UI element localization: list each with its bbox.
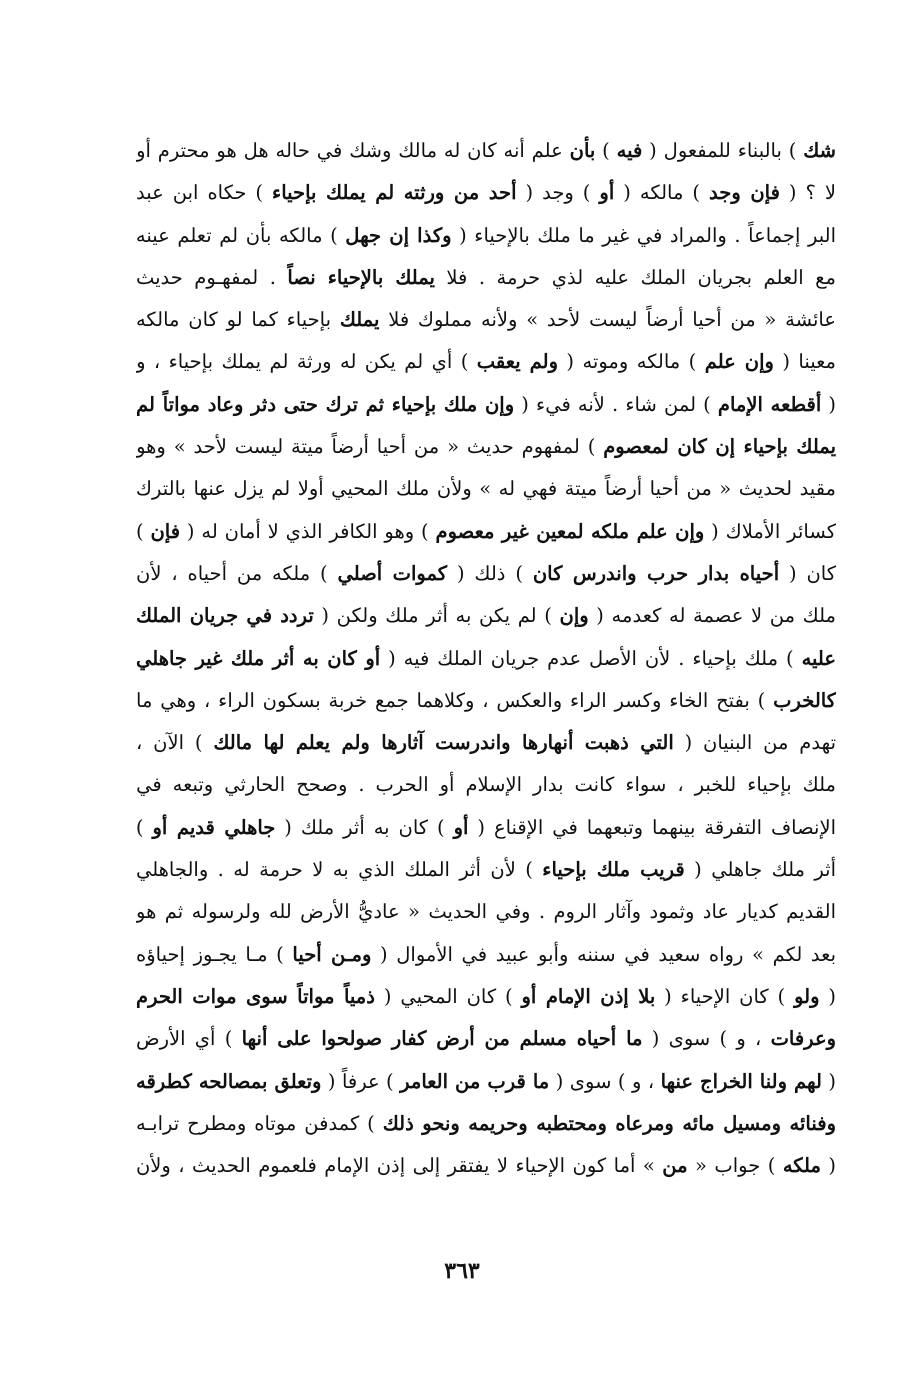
matn-text: أو xyxy=(599,181,615,205)
matn-text: أحياه بدار حرب واندرس كان xyxy=(532,561,780,585)
commentary-text: ) مالكه ( xyxy=(614,181,710,205)
commentary-text: الإنصاف التفرقة بينهما وتبعهما في الإقناع ( xyxy=(468,815,836,839)
commentary-text: البر إجماعاً . والمراد في غير ما ملك بالإحياء ( xyxy=(451,223,836,247)
commentary-text: مع العلم بجريان الملك عليه لذي حرمة . فلا xyxy=(434,265,836,289)
commentary-text: أثر ملك جاهلي ( xyxy=(684,858,836,882)
text-line xyxy=(136,595,836,637)
matn-text: وإن ملك بإحياء ثم ترك حتى دثر وعاد مواتاً لم xyxy=(136,392,515,416)
commentary-text: عائشة « من أحيا أرضاً ليست لأحد » ولأنه مملوك فلا xyxy=(379,308,836,332)
commentary-text: ) xyxy=(136,815,153,839)
text-line xyxy=(136,1018,836,1060)
text-line xyxy=(136,553,836,595)
commentary-text: ) جواب « xyxy=(687,1154,783,1178)
matn-text: يملك بالإحياء نصاً xyxy=(287,265,435,289)
matn-text: تردد في جريان الملك xyxy=(136,604,314,628)
commentary-text: ) لمن شاء . لأنه فيء ( xyxy=(514,392,718,416)
text-line xyxy=(136,384,836,426)
commentary-text: ) ذلك ( xyxy=(447,561,533,585)
matn-text: ما أحياه مسلم من أرض كفار صولحوا على أنها xyxy=(241,1027,643,1051)
commentary-text: ) مالكه وموته ( xyxy=(557,350,705,374)
commentary-text: ) بالبناء للمفعول ( xyxy=(642,139,804,162)
commentary-text: ) عرفاً ( xyxy=(321,1069,401,1093)
text-line xyxy=(136,722,836,764)
text-line xyxy=(136,511,836,553)
commentary-text: ) ملك بإحياء . لأن الأصل عدم جريان الملك فيه ( xyxy=(380,646,802,670)
commentary-text: ) xyxy=(136,519,151,543)
commentary-text: ملك بإحياء للخبر ، سواء كانت بدار الإسلام أو الحرب . وصحح الحارثي وتبعه في xyxy=(136,773,836,797)
commentary-text: ، و ) سوى ( xyxy=(642,1027,771,1051)
text-line xyxy=(136,849,836,891)
commentary-text: ) وجد ( xyxy=(516,181,600,205)
commentary-text: ) لأن أثر الملك الذي به لا حرمة له . والجاهلي xyxy=(136,858,543,882)
matn-text: كموات أصلي xyxy=(337,561,448,585)
matn-text: كالخرب xyxy=(773,688,836,712)
text-line xyxy=(136,257,836,299)
commentary-text: معينا ( xyxy=(773,350,836,374)
commentary-text: ) أي لم يكن له ورثة لم يملك بإحياء ، و xyxy=(136,350,477,374)
matn-text: أحد من ورثته لم يملك بإحياء xyxy=(272,181,517,205)
text-line xyxy=(136,172,836,214)
matn-text: شك xyxy=(803,139,836,162)
text-line xyxy=(136,299,836,341)
commentary-text: ملك من لا عصمة له كعدمه ( xyxy=(588,604,836,628)
commentary-text: ) حكاه ابن عبد xyxy=(136,181,273,205)
matn-text: أو xyxy=(453,815,469,839)
matn-text: جاهلي قديم أو xyxy=(152,815,276,839)
text-line xyxy=(136,1103,836,1145)
text-line xyxy=(136,934,836,976)
text-line xyxy=(136,680,836,722)
commentary-text: بعد لكم » رواه سعيد في سننه وأبو عبيد في الأموال ( xyxy=(371,942,836,966)
text-line xyxy=(136,891,836,933)
matn-text: وفنائه ومسيل مائه ومرعاه ومحتطبه وحريمه ونحو ذلك xyxy=(382,1111,836,1135)
matn-text: فإن xyxy=(150,519,181,543)
matn-text: ملكه xyxy=(782,1154,821,1178)
text-line xyxy=(136,341,836,383)
commentary-text: مقيد لحديث « من أحيا أرضاً ميتة فهي له » ولأن ملك المحيي أولا لم يزل عنها بالترك xyxy=(136,477,836,501)
matn-text: وإن علم ملكه لمعين غير معصوم xyxy=(435,519,705,543)
matn-text: ولو xyxy=(794,984,820,1008)
commentary-text: ) أي الأرض xyxy=(136,1027,242,1051)
matn-text: بأن xyxy=(569,139,596,162)
commentary-text: ( xyxy=(821,392,836,416)
page-number: ٣٦٣ xyxy=(444,1258,480,1284)
matn-text: وكذا إن جهل xyxy=(345,223,452,247)
text-line xyxy=(136,976,836,1018)
matn-text: ومـن أحيا xyxy=(292,942,372,966)
commentary-text: ) مالكه بأن لم تعلم عينه xyxy=(136,223,346,247)
matn-text: يملك بإحياء إن كان لمعصوم xyxy=(603,435,836,459)
commentary-text: القديم كديار عاد وثمود وآثار الروم . وفي الحديث « عاديُّ الأرض لله ولرسوله ثم هو xyxy=(136,900,836,924)
matn-text: يملك xyxy=(339,308,380,332)
text-line xyxy=(136,1061,836,1103)
commentary-text: ) لمفهوم حديث « من أحيا أرضاً ميتة ليست لأحد » وهو xyxy=(136,435,604,459)
commentary-text: ) كمدفن موتاه ومطرح ترابـه xyxy=(136,1111,383,1135)
text-line xyxy=(136,807,836,849)
commentary-text: . لمفهـوم حديث xyxy=(136,265,288,289)
matn-text: فإن وجد xyxy=(709,181,780,205)
commentary-text: ) وهو الكافر الذي لا أمان له ( xyxy=(180,519,436,543)
commentary-text: ) بفتح الخاء وكسر الراء والعكس ، وكلاهما جمع خربة بسكون الراء ، وهي ما xyxy=(136,688,774,712)
commentary-text: ) مـا يجـوز إحياؤه xyxy=(136,942,293,966)
text-line xyxy=(136,638,836,680)
text-line xyxy=(136,130,836,172)
text-line xyxy=(136,764,836,806)
matn-text: ولم يعقب xyxy=(476,350,558,374)
matn-text: ما قرب من العامر xyxy=(400,1069,550,1093)
matn-text: وعرفات xyxy=(770,1027,836,1051)
commentary-text: ) ملكه من أحياه ، لأن xyxy=(136,561,338,585)
text-line xyxy=(136,215,836,257)
matn-text: التي ذهبت أنهارها واندرست آثارها ولم يعلم لها مالك xyxy=(213,731,674,755)
matn-text: وتعلق بمصالحه كطرقه xyxy=(136,1069,322,1093)
commentary-text: ( xyxy=(821,1069,836,1093)
commentary-text: ) كان المحيي ( xyxy=(374,984,522,1008)
matn-text: لهم ولنا الخراج عنها xyxy=(660,1069,822,1093)
commentary-text: ( xyxy=(820,1154,836,1178)
matn-text: فيه xyxy=(616,139,643,162)
matn-text: وإن علم xyxy=(704,350,774,374)
commentary-text: بإحياء كما لو كان مالكه xyxy=(136,308,340,332)
matn-text: أو كان به أثر ملك غير جاهلي xyxy=(136,646,381,670)
commentary-text: ) لم يكن به أثر ملك ولكن ( xyxy=(313,604,560,628)
commentary-text: كسائر الأملاك ( xyxy=(704,519,836,543)
text-line xyxy=(136,468,836,510)
matn-text: بلا إذن الإمام أو xyxy=(521,984,656,1008)
commentary-text: ، و ) سوى ( xyxy=(549,1069,661,1093)
body-text xyxy=(136,130,836,1187)
commentary-text: ) كان به أثر ملك ( xyxy=(275,815,454,839)
matn-text: وإن xyxy=(559,604,589,628)
commentary-text: ) xyxy=(595,139,617,162)
matn-text: أقطعه الإمام xyxy=(717,392,822,416)
commentary-text: ) كان الإحياء ( xyxy=(655,984,795,1008)
commentary-text: كان ( xyxy=(779,561,836,585)
commentary-text: » أما كون الإحياء لا يفتقر إلى إذن الإمام فلعموم الحديث ، ولأن xyxy=(136,1154,663,1178)
matn-text: قريب ملك بإحياء xyxy=(542,858,685,882)
commentary-text: ) الآن ، xyxy=(136,731,214,755)
commentary-text: لا ؟ ( xyxy=(779,181,836,205)
commentary-text: تهدم من البنيان ( xyxy=(673,731,836,755)
commentary-text: ( xyxy=(819,984,836,1008)
matn-text: من xyxy=(662,1154,688,1178)
commentary-text: علم أنه كان له مالك وشك في حاله هل هو محترم أو xyxy=(136,139,570,162)
matn-text: عليه xyxy=(801,646,836,670)
matn-text: ذمياً مواتاً سوى موات الحرم xyxy=(136,984,375,1008)
text-line xyxy=(136,1145,836,1187)
text-line xyxy=(136,426,836,468)
